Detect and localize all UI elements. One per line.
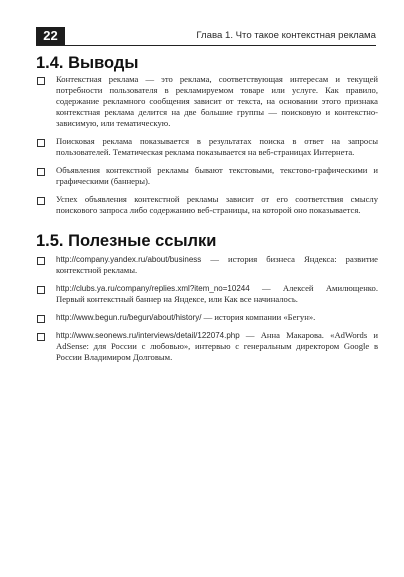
section-title-conclusions: 1.4. Выводы [36,54,139,72]
links-list [36,254,378,363]
list-item [36,194,378,216]
link-url[interactable]: http://company.yandex.ru/about/business [56,255,202,264]
list-item [36,254,378,276]
bullet-box-icon [37,197,45,205]
link-description: — Анна Макарова. «AdWords и AdSense: для России с любовью», интервью с генеральным директором Google в России Владимиром Долговым. [56,330,378,362]
page-number: 22 [36,27,65,45]
list-item [36,330,378,363]
list-item [36,312,378,323]
bullet-box-icon [37,257,45,265]
list-item-text: Поисковая реклама показывается в результатах поиска в ответ на запросы пользователей. Тематическая реклама показывается на веб-страницах Интернета. [56,136,378,157]
list-item-text: Успех объявления контекстной рекламы зависит от его соответствия смыслу поискового запроса либо содержанию веб-страницы, на которой оно показывается. [56,194,378,215]
link-url[interactable]: http://www.seonews.ru/interviews/detail/122074.php [56,331,240,340]
running-head [36,27,376,46]
bullet-box-icon [37,139,45,147]
list-item-text: Контекстная реклама — это реклама, соответствующая интересам и текущей потребности пользователя в рекламируемом товаре или услуге. Как правило, содержание рекламного сообщения зависит от текста, на основании этого признака контекстная реклама делится на две большие группы — поисковую и контекстно-зависимую, или тематическую. [56,74,378,128]
section-title-useful-links: 1.5. Полезные ссылки [36,232,217,250]
bullet-box-icon [37,168,45,176]
conclusions-list [36,74,378,216]
link-description: — история бизнеса Яндекса: развитие контекстной рекламы. [56,254,378,275]
list-item [36,283,378,305]
list-item [36,74,378,129]
list-item-text: Объявления контекстной рекламы бывают текстовыми, текстово-графическими и графическими (баннеры). [56,165,378,186]
bullet-box-icon [37,77,45,85]
bullet-box-icon [37,315,45,323]
link-url[interactable]: http://clubs.ya.ru/company/replies.xml?item_no=10244 [56,284,250,293]
link-description: — история компании «Бегун». [201,312,316,322]
link-description: — Алексей Амилющенко. Первый контекстный баннер на Яндексе, или Как все начиналось. [56,283,378,304]
list-item [36,136,378,158]
bullet-box-icon [37,286,45,294]
list-item [36,165,378,187]
link-url[interactable]: http://www.begun.ru/begun/about/history/ [56,313,202,322]
chapter-title: Глава 1. Что такое контекстная реклама [196,30,376,41]
bullet-box-icon [37,333,45,341]
